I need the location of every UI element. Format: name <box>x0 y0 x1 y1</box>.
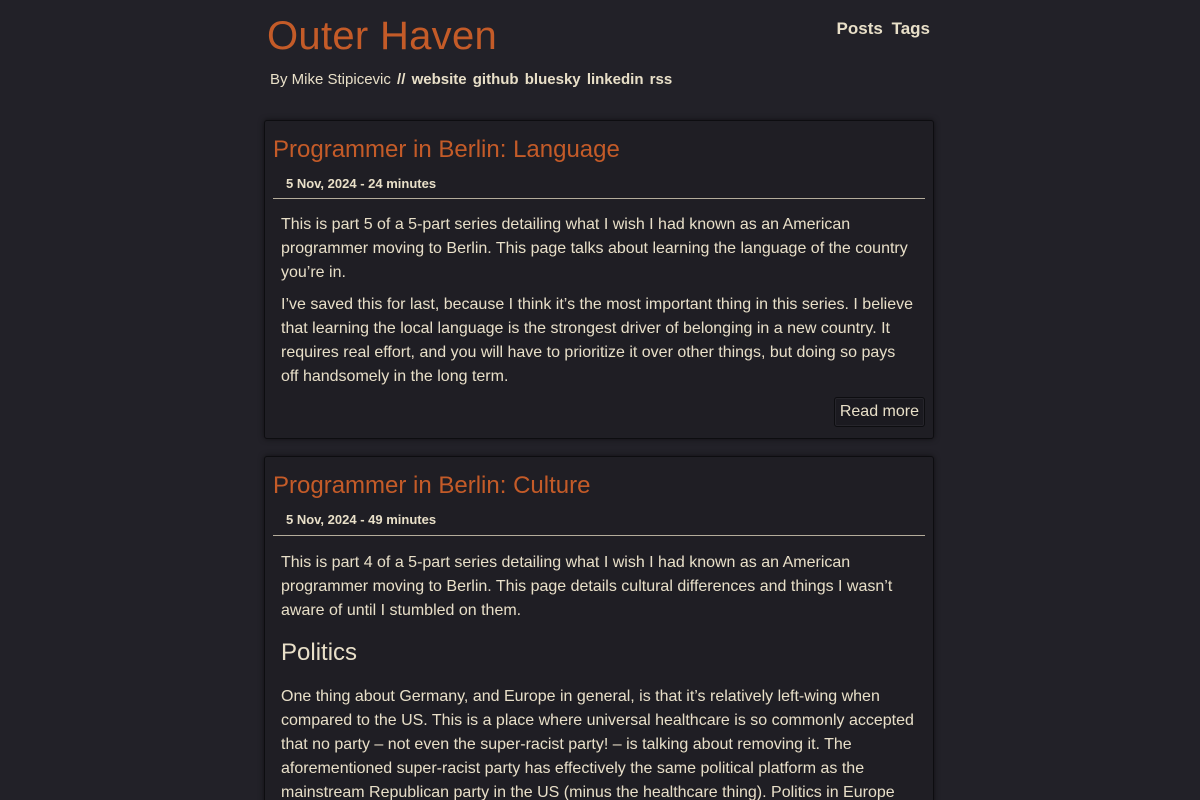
post-paragraph: This is part 4 of a 5-part series detailing what I wish I had known as an American programmer moving to Berlin. This page details cultural differences and things I wasn’t aware of until I stumbled on them. <box>281 554 893 619</box>
nav-posts-link[interactable]: Posts <box>836 19 883 38</box>
post-paragraph: This is part 5 of a 5-part series detailing what I wish I had known as an American programmer moving to Berlin. This page talks about learning the language of the country you’re in. <box>281 216 908 281</box>
top-nav <box>833 19 930 39</box>
divider <box>273 535 925 536</box>
site-title[interactable]: Outer Haven <box>267 14 498 58</box>
read-more-button[interactable]: Read more <box>834 397 925 427</box>
post-paragraph: One thing about Germany, and Europe in general, is that it’s relatively left-wing when compared to the US. This is a place where universal healthcare is so commonly accepted that no party – not even the super-racist party! – is talking about removing it. The aforementioned super-racist party has effectively the same political platform as the mainstream Republican party in the US (minus the healthcare thing). Politics in Europe <box>281 688 914 800</box>
byline-separator: // <box>397 71 406 88</box>
post-meta: 5 Nov, 2024 - 24 minutes <box>286 176 437 191</box>
post-title[interactable]: Programmer in Berlin: Culture <box>273 472 591 499</box>
post-paragraph: I’ve saved this for last, because I think it’s the most important thing in this series. I believe that learning the local language is the strongest driver of belonging in a new country. It requires real effort, and you will have to prioritize it over other things, but doing so pays off handsomely in the long term. <box>281 296 914 385</box>
post-excerpt <box>265 536 933 800</box>
divider <box>273 198 925 199</box>
rss-link[interactable]: rss <box>649 71 673 88</box>
nav-tags-link[interactable]: Tags <box>891 19 930 38</box>
post-excerpt <box>265 199 933 389</box>
author-name: By Mike Stipicevic <box>270 71 391 88</box>
post-title[interactable]: Programmer in Berlin: Language <box>273 136 620 163</box>
post-meta: 5 Nov, 2024 - 49 minutes <box>286 512 437 527</box>
byline <box>270 71 674 88</box>
website-link[interactable]: website <box>411 71 467 88</box>
post-card <box>264 120 934 439</box>
read-more-row <box>265 397 933 438</box>
section-heading: Politics <box>281 639 358 666</box>
github-link[interactable]: github <box>472 71 519 88</box>
post-card <box>264 456 934 800</box>
linkedin-link[interactable]: linkedin <box>586 71 644 88</box>
bluesky-link[interactable]: bluesky <box>524 71 581 88</box>
